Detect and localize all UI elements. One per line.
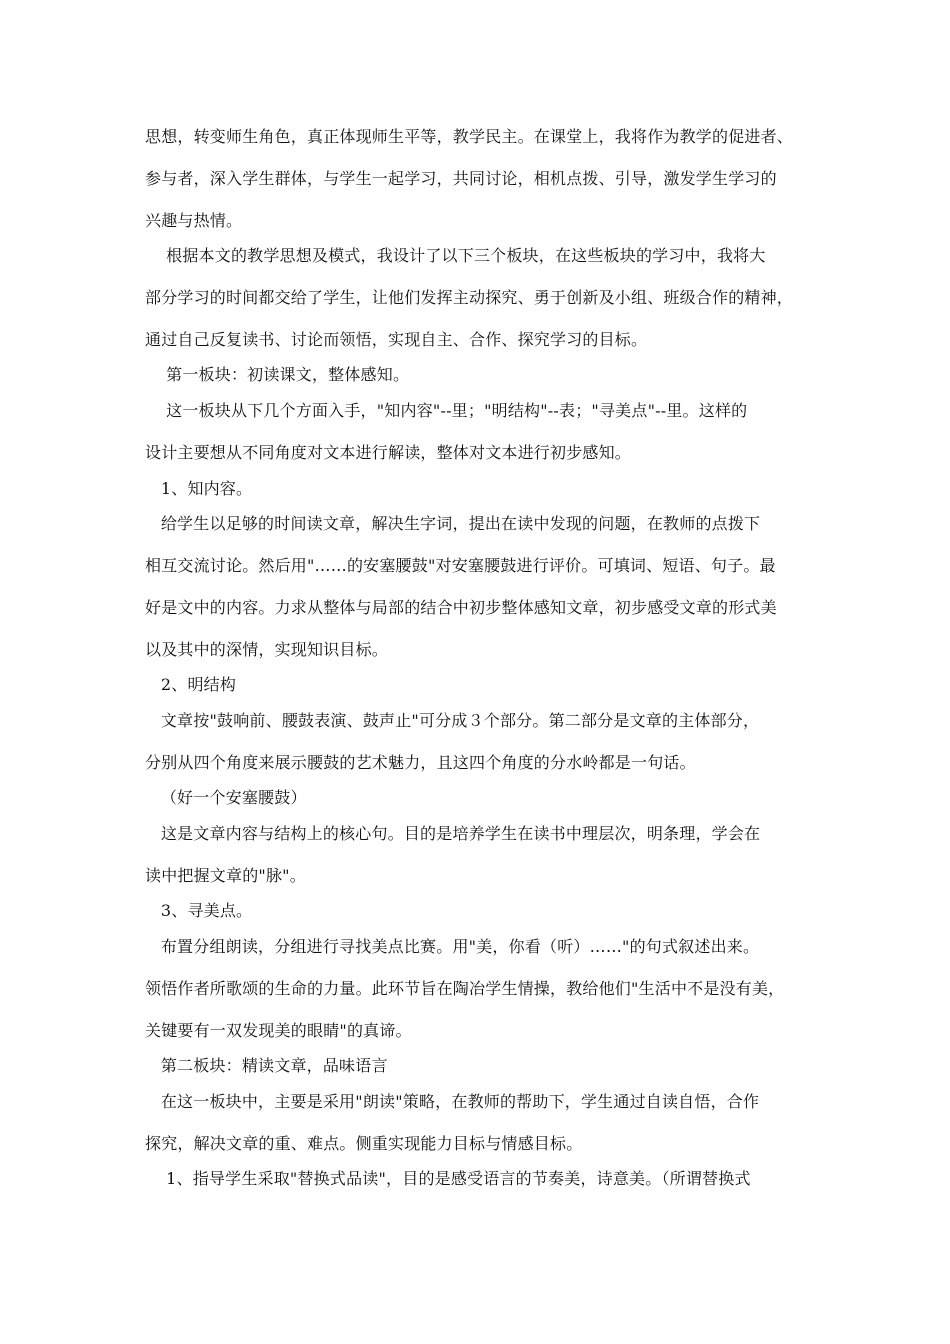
paragraph-line: 文章按"鼓响前、腰鼓表演、鼓声止"可分成３个部分。第二部分是文章的主体部分， <box>145 711 760 730</box>
paragraph-line: 相互交流讨论。然后用"……的安塞腰鼓"对安塞腰鼓进行评价。可填词、短语、句子。最 <box>145 556 776 575</box>
paragraph-line: 2、明结构 <box>145 675 237 694</box>
paragraph-line: （好一个安塞腰鼓） <box>145 788 307 807</box>
paragraph-line: 这一板块从下几个方面入手，"知内容"--里；"明结构"--表；"寻美点"--里。这样的 <box>145 401 748 420</box>
paragraph-line: 给学生以足够的时间读文章，解决生字词，提出在读中发现的问题，在教师的点拨下 <box>145 514 761 533</box>
paragraph-line: 部分学习的时间都交给了学生，让他们发挥主动探究、勇于创新及小组、班级合作的精神， <box>145 288 794 307</box>
paragraph-line: 通过自己反复读书、讨论而领悟，实现自主、合作、探究学习的目标。 <box>145 330 648 349</box>
paragraph-line: 思想，转变师生角色，真正体现师生平等，教学民主。在课堂上，我将作为教学的促进者、 <box>145 127 794 146</box>
paragraph-line: 探究，解决文章的重、难点。侧重实现能力目标与情感目标。 <box>145 1134 583 1153</box>
paragraph-line: 分别从四个角度来展示腰鼓的艺术魅力，且这四个角度的分水岭都是一句话。 <box>145 753 696 772</box>
paragraph-line: 3、寻美点。 <box>145 901 253 920</box>
paragraph-line: 兴趣与热情。 <box>145 211 243 230</box>
paragraph-line: 读中把握文章的"脉"。 <box>145 866 306 885</box>
paragraph-line: 以及其中的深情，实现知识目标。 <box>145 640 389 659</box>
paragraph-line: 1、指导学生采取"替换式品读"，目的是感受语言的节奏美，诗意美。（所谓替换式 <box>145 1169 751 1188</box>
paragraph-line: 第二板块：精读文章，品味语言 <box>145 1056 388 1075</box>
paragraph-line: 布置分组朗读，分组进行寻找美点比赛。用"美，你看（听）……"的句式叙述出来。 <box>145 937 760 956</box>
paragraph-line: 设计主要想从不同角度对文本进行解读，整体对文本进行初步感知。 <box>145 443 632 462</box>
paragraph-line: 关键要有一双发现美的眼睛"的真谛。 <box>145 1021 412 1040</box>
paragraph-line: 第一板块：初读课文，整体感知。 <box>145 365 410 384</box>
paragraph-line: 领悟作者所歌颂的生命的力量。此环节旨在陶冶学生情操，教给他们"生活中不是没有美， <box>145 979 785 998</box>
paragraph-line: 根据本文的教学思想及模式，我设计了以下三个板块，在这些板块的学习中，我将大 <box>145 246 766 265</box>
paragraph-line: 这是文章内容与结构上的核心句。目的是培养学生在读书中理层次，明条理，学会在 <box>145 824 761 843</box>
paragraph-line: 参与者，深入学生群体，与学生一起学习，共同讨论，相机点拨、引导，激发学生学习的 <box>145 169 777 188</box>
paragraph-line: 在这一板块中，主要是采用"朗读"策略，在教师的帮助下，学生通过自读自悟，合作 <box>145 1092 760 1111</box>
paragraph-line: 好是文中的内容。力求从整体与局部的结合中初步整体感知文章，初步感受文章的形式美 <box>145 598 777 617</box>
paragraph-line: 1、知内容。 <box>145 479 253 498</box>
